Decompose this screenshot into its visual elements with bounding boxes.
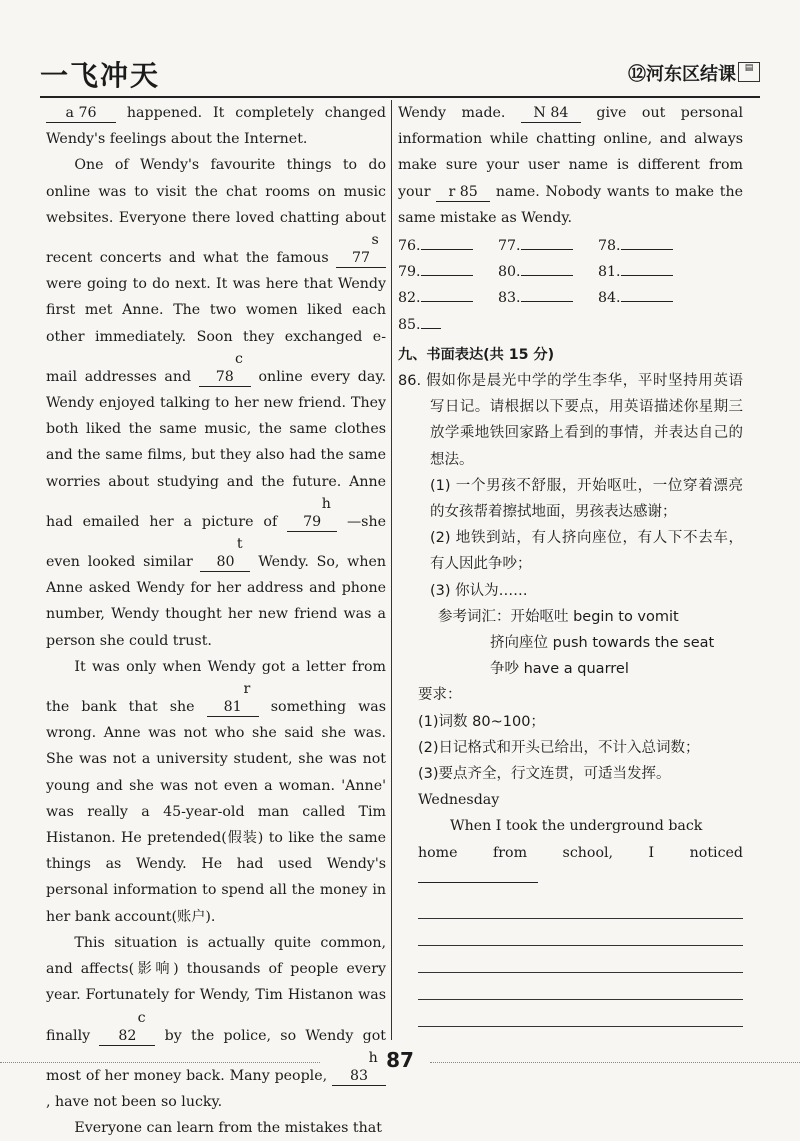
- requirement-2: (2)日记格式和开头已给出，不计入总词数；: [418, 739, 700, 756]
- blank-78[interactable]: c 78: [199, 350, 251, 387]
- requirement-1: (1)词数 80~100；: [418, 713, 545, 730]
- blank-80[interactable]: t 80: [200, 535, 250, 572]
- diary-start-1: When I took the underground back: [450, 818, 703, 835]
- writing-line[interactable]: [418, 946, 743, 973]
- series-title: ⑫河东区结课: [628, 64, 736, 85]
- vocab-3: 争吵 have a quarrel: [490, 661, 629, 678]
- paragraph-2: One of Wendy's favourite things to do online was to visit the chat rooms on music websites. Everyone there loved chatting about recent concerts and what the famous s 77 were going to do next. It was here that Wendy first met Anne. The two women liked each other immediately. Soon they exchanged e-mail addresses and c 78 online every day. Wendy enjoyed talking to her new friend. They both liked the same music, the same clothes and the same films, but they also had the same worries about studying and the future. Anne had emailed her a picture of h 79 —she even looked similar t 80 Wendy. So, when Anne asked Wendy for her address and phone number, Wendy thought her new friend was a person she could trust.: [46, 157, 386, 649]
- paragraph-3: It was only when Wendy got a letter from the bank that she r 81 something was wrong. Anne was not who she said she was. She was not a university student, she was not young and she was not even a woman. 'Anne' was really a 45-year-old man called Tim Histanon. He pretended(假装) to like the same things as Wendy. He had used Wendy's personal information to spend all the money in her bank account(账户).: [46, 658, 386, 925]
- answer-grid: [398, 233, 743, 338]
- blank-77[interactable]: s 77: [336, 231, 386, 268]
- brand-logo: 一飞冲天: [40, 59, 161, 92]
- left-column: [46, 100, 386, 1141]
- question-86: 86. 假如你是晨光中学的学生李华，平时坚持用英语写日记。请根据以下要点，用英语描述你星期三放学乘地铁回家路上看到的事情，并表达自己的想法。: [398, 373, 743, 468]
- answer-83[interactable]: 83.: [498, 285, 598, 311]
- header-rule: [40, 96, 760, 98]
- vocab-1: 参考词汇：开始呕吐 begin to vomit: [438, 608, 679, 625]
- answer-81[interactable]: 81.: [598, 259, 718, 285]
- writing-line[interactable]: [418, 919, 743, 946]
- page-header: [40, 48, 760, 96]
- answer-78[interactable]: 78.: [598, 233, 718, 259]
- blank-82[interactable]: c 82: [99, 1009, 155, 1046]
- book-icon: ▤: [738, 62, 760, 82]
- point-1: (1) 一个男孩不舒服，开始呕吐，一位穿着漂亮的女孩帮着擦拭地面，男孩表达感谢；: [430, 477, 743, 521]
- blank-76[interactable]: a 76: [46, 104, 116, 123]
- paragraph-4: This situation is actually quite common, and affects(影响) thousands of people every year. Fortunately for Wendy, Tim Histanon was finally c 82 by the police, so Wendy got most of her money back. Many people, h 83, have not been so lucky.: [46, 934, 386, 1110]
- blank-83[interactable]: h 83: [332, 1049, 386, 1086]
- answer-85[interactable]: 85.: [398, 312, 498, 338]
- blank-79[interactable]: h 79: [287, 495, 337, 532]
- blank-81[interactable]: r 81: [207, 680, 259, 717]
- footer-dots-right: [430, 1062, 800, 1063]
- requirement-3: (3)要点齐全，行文连贯，可适当发挥。: [418, 766, 671, 783]
- section-title: 九、书面表达(共 15 分): [398, 346, 555, 363]
- vocab-2: 挤向座位 push towards the seat: [490, 635, 715, 652]
- writing-line[interactable]: [418, 973, 743, 1000]
- writing-line[interactable]: [418, 1000, 743, 1027]
- answer-80[interactable]: 80.: [498, 259, 598, 285]
- paragraph-6: Wendy made. N 84 give out personal information while chatting online, and always make sure your user name is different from your r 85 name. Nobody wants to make the same mistake as Wendy.: [398, 105, 743, 226]
- diary-day: Wednesday: [418, 792, 500, 809]
- answer-84[interactable]: 84.: [598, 285, 718, 311]
- answer-82[interactable]: 82.: [398, 285, 498, 311]
- right-column: [398, 100, 743, 1027]
- requirements-title: 要求：: [418, 687, 462, 704]
- point-3: (3) 你认为……: [430, 582, 528, 599]
- answer-79[interactable]: 79.: [398, 259, 498, 285]
- paragraph-1: a 76 happened. It completely changed Wendy's feelings about the Internet.: [46, 105, 386, 148]
- blank-84[interactable]: N 84: [521, 104, 581, 123]
- blank-85[interactable]: r 85: [436, 183, 490, 202]
- answer-76[interactable]: 76.: [398, 233, 498, 259]
- point-2: (2) 地铁到站，有人挤向座位，有人下不去车，有人因此争吵；: [430, 530, 743, 573]
- column-divider: [391, 100, 392, 1040]
- page-number: 87: [386, 1048, 414, 1072]
- writing-line[interactable]: [418, 892, 743, 919]
- diary-start-2[interactable]: home from school, I noticed: [398, 840, 743, 892]
- paragraph-5: Everyone can learn from the mistakes that: [74, 1120, 382, 1137]
- answer-77[interactable]: 77.: [498, 233, 598, 259]
